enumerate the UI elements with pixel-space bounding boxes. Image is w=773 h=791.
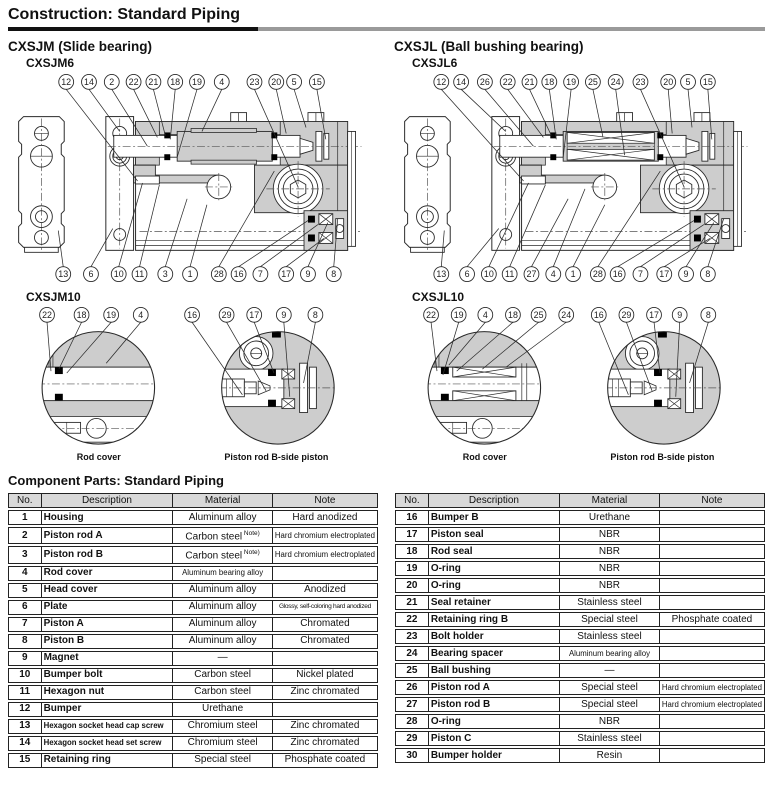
cell-description: Bearing spacer xyxy=(429,646,560,661)
cell-note: Hard chromium electroplated xyxy=(660,697,765,712)
cell-description: Piston C xyxy=(429,731,560,746)
cxsjl6-label: CXSJL6 xyxy=(412,56,458,70)
svg-text:29: 29 xyxy=(621,309,632,320)
cell-no: 21 xyxy=(395,595,429,610)
cell-material: Special steel xyxy=(560,612,660,627)
cell-no: 10 xyxy=(8,668,42,683)
cell-description: Piston rod A xyxy=(429,680,560,695)
svg-text:25: 25 xyxy=(587,76,598,87)
cell-description: Piston rod B xyxy=(429,697,560,712)
table-row xyxy=(395,527,765,542)
parts-table-1-15 xyxy=(8,491,378,770)
cell-description: Bolt holder xyxy=(429,629,560,644)
col-header-description: Description xyxy=(429,493,560,508)
table-row xyxy=(8,527,378,544)
cell-no: 30 xyxy=(395,748,429,763)
cxsjl-heading: CXSJL (Ball bushing bearing) xyxy=(394,39,584,54)
cell-description: Piston seal xyxy=(429,527,560,542)
svg-text:7: 7 xyxy=(257,269,263,280)
col-header-no: No. xyxy=(8,493,42,508)
svg-text:16: 16 xyxy=(612,269,623,280)
cell-material: — xyxy=(173,651,273,666)
table-row xyxy=(395,544,765,559)
cell-no: 26 xyxy=(395,680,429,695)
cxsjm6-label: CXSJM6 xyxy=(26,56,75,70)
cell-no: 24 xyxy=(395,646,429,661)
callout-16 xyxy=(185,307,243,394)
table-row xyxy=(395,731,765,746)
cell-material: Aluminum alloy xyxy=(173,510,273,525)
piston-rod-b-caption: Piston rod B-side piston xyxy=(610,452,715,462)
svg-text:5: 5 xyxy=(685,76,691,87)
cell-material: Aluminum alloy xyxy=(173,634,273,649)
svg-text:14: 14 xyxy=(84,76,94,87)
cell-note: Phosphate coated xyxy=(273,753,378,768)
rod-cover-caption: Rod cover xyxy=(462,452,507,462)
svg-text:22: 22 xyxy=(502,76,513,87)
section-cxsjm xyxy=(8,39,386,465)
cell-note xyxy=(660,663,765,678)
cell-note xyxy=(660,527,765,542)
cell-note xyxy=(660,578,765,593)
cell-note xyxy=(660,714,765,729)
cxsjl10-captions xyxy=(394,452,772,465)
cell-material: Stainless steel xyxy=(560,629,660,644)
table-row xyxy=(8,719,378,734)
callout-6 xyxy=(84,229,113,282)
cell-material: Carbon steel xyxy=(173,668,273,683)
table-row xyxy=(395,663,765,678)
svg-text:6: 6 xyxy=(464,269,470,280)
col-header-material: Material xyxy=(173,493,273,508)
svg-text:11: 11 xyxy=(134,269,145,280)
table-row xyxy=(395,748,765,763)
svg-text:24: 24 xyxy=(561,309,572,320)
cell-note: Nickel plated xyxy=(273,668,378,683)
svg-text:19: 19 xyxy=(453,309,464,320)
cell-description: Hexagon socket head set screw xyxy=(42,736,174,751)
svg-text:21: 21 xyxy=(148,76,159,87)
cell-note xyxy=(660,595,765,610)
cell-note xyxy=(273,651,378,666)
cell-no: 15 xyxy=(8,753,42,768)
table-row xyxy=(8,566,378,581)
cxsjl10-detail-drawing xyxy=(394,304,772,452)
svg-text:13: 13 xyxy=(58,269,69,280)
svg-text:20: 20 xyxy=(663,76,674,87)
cell-no: 22 xyxy=(395,612,429,627)
cell-description: O-ring xyxy=(429,714,560,729)
svg-text:19: 19 xyxy=(192,76,202,87)
svg-text:18: 18 xyxy=(508,309,518,320)
svg-text:4: 4 xyxy=(550,269,556,280)
cell-no: 9 xyxy=(8,651,42,666)
cell-no: 11 xyxy=(8,685,42,700)
cell-no: 6 xyxy=(8,600,42,615)
cell-note xyxy=(660,646,765,661)
table-row xyxy=(8,546,378,563)
svg-text:16: 16 xyxy=(187,309,198,320)
table-row xyxy=(395,629,765,644)
cell-description: Housing xyxy=(42,510,174,525)
cell-description: O-ring xyxy=(429,578,560,593)
cell-note: Hard chromium electroplated xyxy=(273,546,378,563)
cell-no: 1 xyxy=(8,510,42,525)
cell-material: Chromium steel xyxy=(173,736,273,751)
cell-description: Piston rod A xyxy=(42,527,174,544)
cell-note xyxy=(660,629,765,644)
cell-note: Hard chromium electroplated xyxy=(660,680,765,695)
svg-text:17: 17 xyxy=(659,269,670,280)
cell-material: NBR xyxy=(560,714,660,729)
cell-material: NBR xyxy=(560,527,660,542)
cell-description: O-ring xyxy=(429,561,560,576)
assembly-drawing xyxy=(19,113,362,253)
svg-text:4: 4 xyxy=(219,76,225,87)
table-row xyxy=(395,612,765,627)
detail-drawing xyxy=(33,332,335,452)
cell-no: 8 xyxy=(8,634,42,649)
cell-description: Retaining ring xyxy=(42,753,174,768)
cell-material: NBR xyxy=(560,544,660,559)
cell-description: Bumper B xyxy=(429,510,560,525)
cell-note xyxy=(660,731,765,746)
svg-text:13: 13 xyxy=(436,269,447,280)
table-row xyxy=(395,561,765,576)
cell-no: 19 xyxy=(395,561,429,576)
svg-text:4: 4 xyxy=(482,309,488,320)
cxsjl10-label: CXSJL10 xyxy=(412,290,465,304)
component-parts-heading: Component Parts: Standard Piping xyxy=(8,473,224,488)
cell-note: Zinc chromated xyxy=(273,736,378,751)
cell-no: 12 xyxy=(8,702,42,717)
cell-no: 3 xyxy=(8,546,42,563)
cell-description: Retaining ring B xyxy=(429,612,560,627)
cell-material: Stainless steel xyxy=(560,731,660,746)
table-row xyxy=(8,651,378,666)
cell-material: Special steel xyxy=(560,697,660,712)
assembly-drawing xyxy=(405,113,748,253)
callout-5 xyxy=(681,74,696,127)
cxsjl6-assembly-drawing xyxy=(394,70,772,288)
cell-material: Special steel xyxy=(560,680,660,695)
cell-note xyxy=(660,561,765,576)
table-header-row xyxy=(395,493,765,508)
cxsjm10-captions xyxy=(8,452,386,465)
svg-text:5: 5 xyxy=(291,76,297,87)
svg-text:9: 9 xyxy=(683,269,689,280)
table-row xyxy=(8,736,378,751)
table-row xyxy=(395,646,765,661)
svg-text:19: 19 xyxy=(106,309,117,320)
svg-text:28: 28 xyxy=(592,269,603,280)
table-row xyxy=(395,697,765,712)
cell-no: 4 xyxy=(8,566,42,581)
cell-material: Carbon steel $^{Note)}$ xyxy=(173,546,273,563)
svg-text:6: 6 xyxy=(88,269,94,280)
cell-description: Magnet xyxy=(42,651,174,666)
svg-text:12: 12 xyxy=(61,76,72,87)
cell-material: Special steel xyxy=(173,753,273,768)
cell-no: 16 xyxy=(395,510,429,525)
table-row xyxy=(8,702,378,717)
table-row xyxy=(8,600,378,615)
svg-text:8: 8 xyxy=(331,269,337,280)
cell-description: Piston A xyxy=(42,617,174,632)
note-marker: Note) xyxy=(242,530,260,537)
page-title: Construction: Standard Piping xyxy=(8,6,240,23)
cell-description: Head cover xyxy=(42,583,174,598)
cell-note: Chromated xyxy=(273,634,378,649)
component-parts-tables xyxy=(8,491,765,770)
cell-material: Carbon steel xyxy=(173,685,273,700)
svg-text:14: 14 xyxy=(456,76,467,87)
cell-material: NBR xyxy=(560,578,660,593)
col-header-note: Note xyxy=(273,493,378,508)
table-row xyxy=(395,680,765,695)
cxsjm10-label: CXSJM10 xyxy=(26,290,81,304)
cxsjm6-assembly-drawing xyxy=(8,70,386,288)
svg-text:27: 27 xyxy=(526,269,537,280)
table-row xyxy=(395,714,765,729)
cell-description: Bumper holder xyxy=(429,748,560,763)
svg-text:4: 4 xyxy=(138,309,144,320)
svg-text:9: 9 xyxy=(677,309,683,320)
svg-text:1: 1 xyxy=(187,269,193,280)
cell-description: Piston B xyxy=(42,634,174,649)
cell-material: Carbon steel $^{Note)}$ xyxy=(173,527,273,544)
svg-text:20: 20 xyxy=(271,76,282,87)
cell-note xyxy=(660,544,765,559)
svg-text:15: 15 xyxy=(311,76,322,87)
svg-text:11: 11 xyxy=(505,269,515,280)
cell-description: Plate xyxy=(42,600,174,615)
table-row xyxy=(8,583,378,598)
piston-rod-b-caption: Piston rod B-side piston xyxy=(224,452,329,462)
svg-text:9: 9 xyxy=(281,309,287,320)
svg-text:22: 22 xyxy=(42,309,52,320)
svg-text:19: 19 xyxy=(566,76,577,87)
cell-material: Aluminum alloy xyxy=(173,583,273,598)
svg-text:23: 23 xyxy=(635,76,646,87)
svg-text:18: 18 xyxy=(170,76,181,87)
cell-description: Rod seal xyxy=(429,544,560,559)
svg-text:16: 16 xyxy=(233,269,244,280)
svg-text:17: 17 xyxy=(649,309,659,320)
cell-no: 7 xyxy=(8,617,42,632)
cell-material: Aluminum alloy xyxy=(173,617,273,632)
cell-material: — xyxy=(560,663,660,678)
cell-material: Aluminum bearing alloy xyxy=(173,566,273,581)
cell-no: 14 xyxy=(8,736,42,751)
col-header-no: No. xyxy=(395,493,429,508)
parts-table-16-30 xyxy=(395,491,765,765)
title-rule xyxy=(8,27,765,31)
cell-no: 28 xyxy=(395,714,429,729)
cell-note: Glossy, self-coloring hard anodized xyxy=(273,600,378,615)
cell-no: 17 xyxy=(395,527,429,542)
cell-description: Ball bushing xyxy=(429,663,560,678)
svg-text:8: 8 xyxy=(705,309,711,320)
cell-material: Aluminum alloy xyxy=(173,600,273,615)
cell-material: NBR xyxy=(560,561,660,576)
cell-no: 20 xyxy=(395,578,429,593)
svg-text:12: 12 xyxy=(436,76,447,87)
cell-note xyxy=(660,748,765,763)
svg-text:18: 18 xyxy=(76,309,87,320)
section-cxsjl xyxy=(394,39,772,465)
cell-description: Piston rod B xyxy=(42,546,174,563)
table-row xyxy=(395,578,765,593)
svg-text:17: 17 xyxy=(249,309,260,320)
svg-text:21: 21 xyxy=(524,76,535,87)
cell-no: 13 xyxy=(8,719,42,734)
svg-text:16: 16 xyxy=(593,309,604,320)
svg-text:17: 17 xyxy=(281,269,292,280)
cell-material: Chromium steel xyxy=(173,719,273,734)
rod-cover-caption: Rod cover xyxy=(76,452,121,462)
table-row xyxy=(395,595,765,610)
cell-material: Urethane xyxy=(560,510,660,525)
cxsjm-heading: CXSJM (Slide bearing) xyxy=(8,39,153,54)
table-row xyxy=(395,510,765,525)
cell-no: 23 xyxy=(395,629,429,644)
svg-text:7: 7 xyxy=(637,269,643,280)
svg-text:18: 18 xyxy=(544,76,555,87)
svg-text:22: 22 xyxy=(426,309,436,320)
cell-description: Bumper xyxy=(42,702,174,717)
cell-no: 18 xyxy=(395,544,429,559)
cell-description: Seal retainer xyxy=(429,595,560,610)
col-header-note: Note xyxy=(660,493,765,508)
table-row xyxy=(8,685,378,700)
svg-text:25: 25 xyxy=(533,309,544,320)
cell-description: Bumper bolt xyxy=(42,668,174,683)
svg-text:28: 28 xyxy=(213,269,224,280)
cell-no: 5 xyxy=(8,583,42,598)
cell-no: 2 xyxy=(8,527,42,544)
cell-note xyxy=(660,510,765,525)
cell-material: Stainless steel xyxy=(560,595,660,610)
table-row xyxy=(8,617,378,632)
table-header-row xyxy=(8,493,378,508)
svg-text:10: 10 xyxy=(483,269,494,280)
table-row xyxy=(8,510,378,525)
svg-text:9: 9 xyxy=(305,269,311,280)
svg-text:23: 23 xyxy=(249,76,260,87)
svg-text:22: 22 xyxy=(128,76,139,87)
cell-description: Hexagon socket head cap screw xyxy=(42,719,174,734)
svg-text:2: 2 xyxy=(109,76,115,87)
table-row xyxy=(8,753,378,768)
cell-note: Phosphate coated xyxy=(660,612,765,627)
cell-description: Hexagon nut xyxy=(42,685,174,700)
svg-text:8: 8 xyxy=(312,309,318,320)
svg-text:26: 26 xyxy=(479,76,490,87)
svg-text:24: 24 xyxy=(610,76,621,87)
col-header-description: Description xyxy=(42,493,174,508)
svg-text:1: 1 xyxy=(570,269,576,280)
table-row xyxy=(8,668,378,683)
table-row xyxy=(8,634,378,649)
callout-5 xyxy=(287,74,306,127)
cell-note: Hard anodized xyxy=(273,510,378,525)
svg-text:15: 15 xyxy=(702,76,713,87)
svg-text:8: 8 xyxy=(705,269,711,280)
cell-note: Chromated xyxy=(273,617,378,632)
svg-text:3: 3 xyxy=(162,269,168,280)
cell-material: Aluminum bearing alloy xyxy=(560,646,660,661)
cell-note: Zinc chromated xyxy=(273,685,378,700)
cell-no: 29 xyxy=(395,731,429,746)
cell-material: Resin xyxy=(560,748,660,763)
cell-description: Rod cover xyxy=(42,566,174,581)
note-marker: Note) xyxy=(242,549,260,557)
cell-note xyxy=(273,566,378,581)
col-header-material: Material xyxy=(560,493,660,508)
svg-text:10: 10 xyxy=(113,269,124,280)
cell-material: Urethane xyxy=(173,702,273,717)
cell-no: 25 xyxy=(395,663,429,678)
cell-note xyxy=(273,702,378,717)
cxsjm10-detail-drawing xyxy=(8,304,386,452)
cell-no: 27 xyxy=(395,697,429,712)
cell-note: Anodized xyxy=(273,583,378,598)
cell-note: Hard chromium electroplated xyxy=(273,527,378,544)
cell-note: Zinc chromated xyxy=(273,719,378,734)
svg-text:29: 29 xyxy=(221,309,232,320)
